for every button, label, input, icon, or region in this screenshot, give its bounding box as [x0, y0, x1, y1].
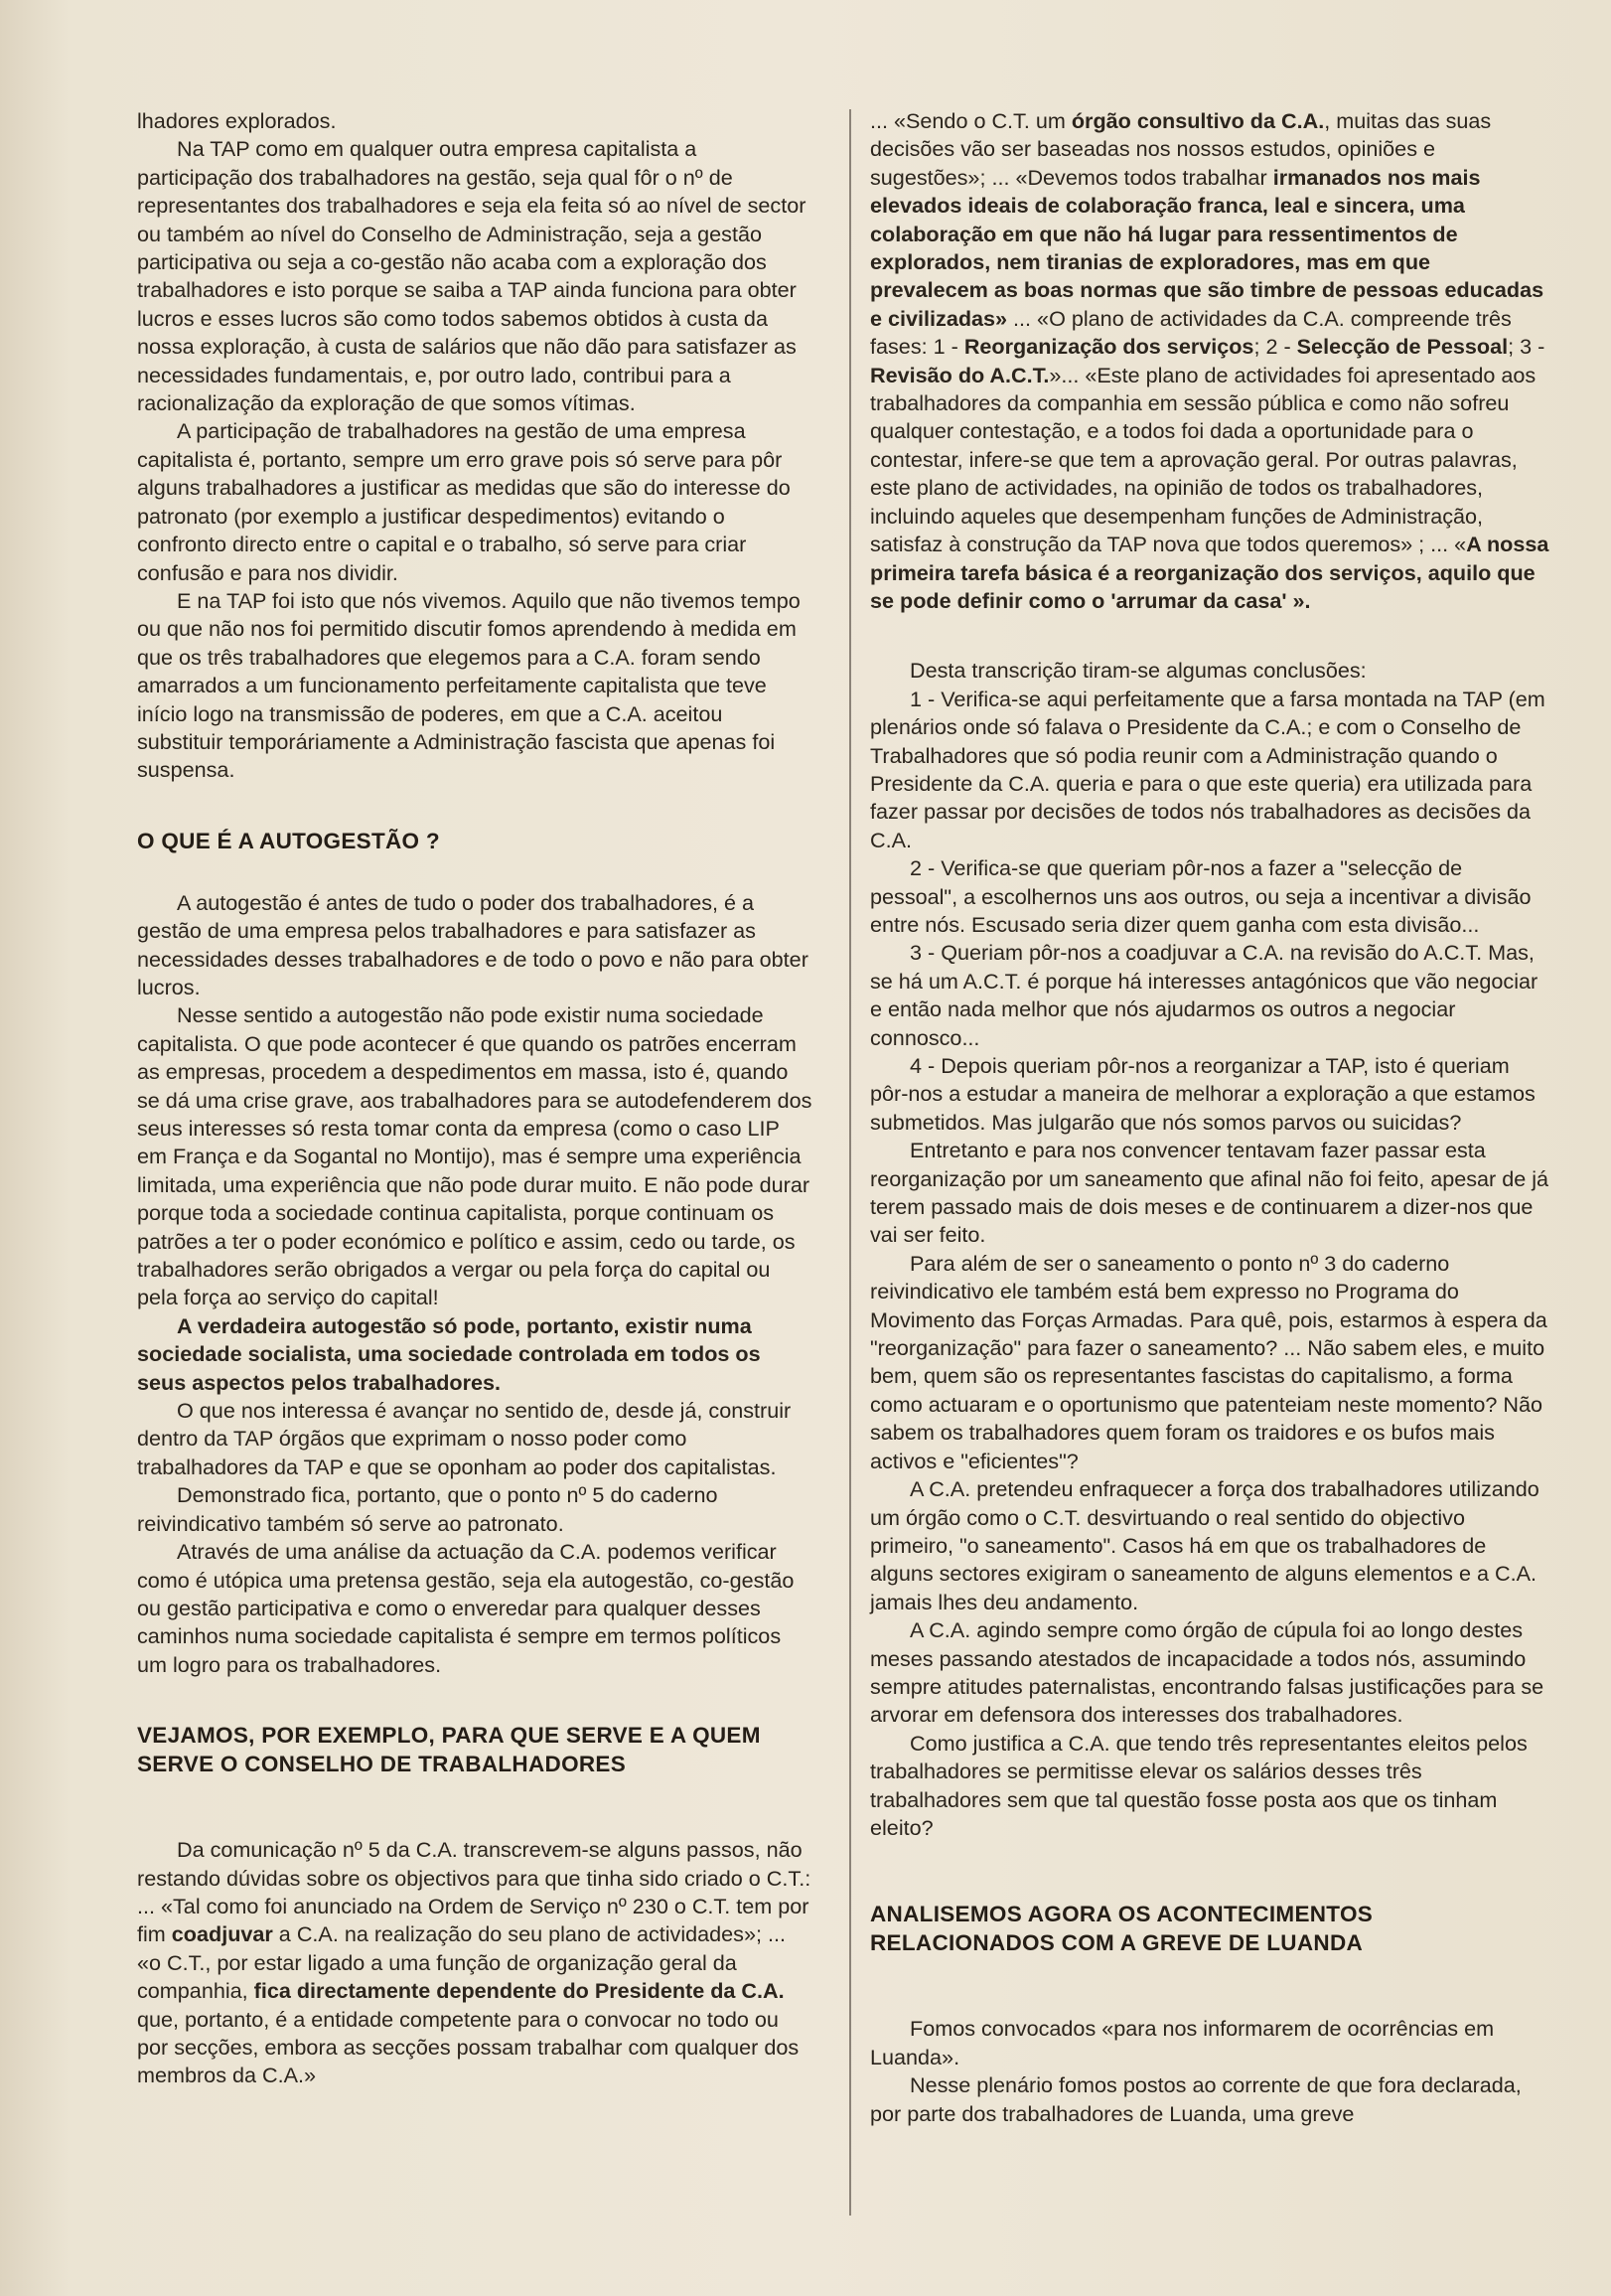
paragraph: Nesse sentido a autogestão não pode existir numa sociedade capitalista. O que pode acontecer é que quando os patrões encerram as empresas, procedem a despedimentos em massa, isto é, quando se dá uma crise grave, aos trabalhadores para se autodefenderem dos seus interesses só resta tomar conta da empresa (como o caso LIP em França e da Sogantal no Montijo), mas é sempre uma experiência limitada, uma experiência que não pode durar muito. E não pode durar porque toda a sociedade continua capitalista, porque continuam os patrões a ter o poder económico e político e assim, cedo ou tarde, os trabalhadores serão obrigados a vergar ou pela força do capital ou pela força ao serviço do capital! [137, 1002, 812, 1310]
section-heading: O QUE É A AUTOGESTÃO ? [137, 828, 440, 853]
paragraph: A C.A. agindo sempre como órgão de cúpula foi ao longo destes meses passando atestados de incapacidade a todos nós, assumindo sempre atitudes paternalistas, encontrando falsas justificações para se arvorar em defensora dos interesses dos trabalhadores. [870, 1617, 1544, 1728]
paragraph: Como justifica a C.A. que tendo três representantes eleitos pelos trabalhadores se permitisse elevar os salários desses três trabalhadores sem que tal questão fosse posta aos que os tinham eleito? [870, 1730, 1528, 1840]
paragraph: Fomos convocados «para nos informarem de ocorrências em Luanda». [870, 2016, 1495, 2069]
paragraph: O que nos interessa é avançar no sentido de, desde já, construir dentro da TAP órgãos que exprimam o nosso poder como trabalhadores da TAP e que se oponham ao poder dos capitalistas. [137, 1398, 792, 1479]
paragraph: Através de uma análise da actuação da C.A. podemos verificar como é utópica uma pretensa gestão, seja ela autogestão, co-gestão ou gestão participativa e como o enveredar para qualquer desses caminhos numa sociedade capitalista é sempre em termos políticos um logro para os trabalhadores. [137, 1539, 795, 1677]
quote-text: ; 3 - [1508, 334, 1545, 360]
paragraph: Para além de ser o saneamento o ponto nº 3 do caderno reivindicativo ele também está bem expresso no Programa do Movimento das Forças Armadas. Para quê, pois, estarmos à espera da "reorganização" para fazer o saneamento? ... Não sabem eles, e muito bem, quem são os representantes fascistas do capitalismo, a forma como actuaram e o oportunismo que patenteiam neste momento? Não sabem os trabalhadores quem foram os traidores e os bufos mais activos e "eficientes"? [870, 1250, 1547, 1473]
quote-bold: fica directamente dependente do Presidente da C.A. [253, 1978, 785, 2004]
paragraph: Demonstrado fica, portanto, que o ponto nº 5 do caderno reivindicativo também só serve ao patronato. [137, 1482, 718, 1536]
quote-bold: Revisão do A.C.T. [870, 362, 1050, 387]
section-heading: ANALISEMOS AGORA OS ACONTECIMENTOS RELACIONADOS COM A GREVE DE LUANDA [870, 1902, 1374, 1956]
paragraph: Desta transcrição tiram-se algumas conclusões: [910, 658, 1367, 684]
quote-bold: irmanados nos mais elevados ideais de colaboração franca, leal e sincera, uma colaboração em que não há lugar para ressentimentos de explorados, nem tiranias de exploradores, mas em que prevalecem as boas normas que são timbre de pessoas educadas e civilizadas» [870, 164, 1544, 331]
paragraph: 4 - Depois queriam pôr-nos a reorganizar a TAP, isto é queriam pôr-nos a estudar a maneira de melhorar a exploração a que estamos submetidos. Mas julgarão que nós somos parvos ou suicidas? [870, 1053, 1536, 1135]
paragraph: Da comunicação nº 5 da C.A. transcrevem-se alguns passos, não restando dúvidas sobre os objectivos para que tinha sido criado o C.T.: [137, 1837, 811, 1891]
quote-text: , muitas das suas decisões vão ser baseadas nos nossos estudos, opiniões e sugestões»; ... «Devemos todos trabalhar [870, 108, 1492, 190]
paragraph: lhadores explorados. [137, 108, 337, 133]
paragraph-bold [137, 1312, 812, 1397]
quote-bold: A nossa primeira tarefa básica é a reorganização dos serviços, aquilo que se pode definir como o 'arrumar da casa' ». [870, 532, 1549, 613]
quote-text: »... «Este plano de actividades foi apresentado aos trabalhadores da companhia em sessão pública e como não sofreu qualquer contestação, e a todos foi dada a oportunidade para o contestar, infere-se que tem a aprovação geral. Por outras palavras, este plano de actividades, na opinião de todos os trabalhadores, incluindo aqueles que desempenham funções de Administração, satisfaz à construção da TAP nova que todos queremos» ; ... « [870, 362, 1537, 557]
right-column [870, 107, 1551, 2128]
quote-bold: Reorganização dos serviços [963, 334, 1254, 360]
quote-bold: órgão consultivo da C.A. [1071, 108, 1325, 133]
quote-text: que, portanto, é a entidade competente para o convocar no todo ou por secções, embora as secções possam trabalhar com qualquer dos membros da C.A.» [137, 2006, 800, 2088]
quote-paragraph [870, 107, 1551, 615]
paragraph: 1 - Verifica-se aqui perfeitamente que a farsa montada na TAP (em plenários onde só falava o Presidente da C.A.; e com o Conselho de Trabalhadores que só podia reunir com a Administração quando o Presidente da C.A. queria e para o que este queria) era utilizada para fazer passar por decisões de todos nós trabalhadores as decisões da C.A. [870, 686, 1545, 852]
column-divider [849, 109, 851, 2216]
paragraph: Na TAP como em qualquer outra empresa capitalista a participação dos trabalhadores na gestão, seja qual fôr o nº de representantes dos trabalhadores e seja ela feita só ao nível de sector ou também ao nível do Conselho de Administração, seja a gestão participativa ou seja a co-gestão não acaba com a exploração dos trabalhadores e isto porque se saiba a TAP ainda funciona para obter lucros e esses lucros são como todos sabemos obtidos à custa da nossa exploração, à custa de salários que não dão para satisfazer as necessidades fundamentais, e, por outro lado, contribui para a racionalização da exploração de que somos vítimas. [137, 136, 806, 416]
paragraph: A C.A. pretendeu enfraquecer a força dos trabalhadores utilizando um órgão como o C.T. desvirtuando o real sentido do objectivo primeiro, "o saneamento". Casos há em que os trabalhadores de alguns sectores exigiram o saneamento de alguns elementos e a C.A. jamais lhes deu andamento. [870, 1476, 1539, 1614]
paragraph: Entretanto e para nos convencer tentavam fazer passar esta reorganização por um saneamento que afinal não foi feito, apesar de já terem passado mais de dois meses e de continuarem a dizer-nos que vai ser feito. [870, 1138, 1549, 1248]
quote-text: ... «O plano de actividades da C.A. compreende três fases: 1 - [870, 305, 1512, 360]
quote-paragraph [137, 1893, 812, 2090]
paragraph: 2 - Verifica-se que queriam pôr-nos a fazer a "selecção de pessoal", a escolhernos uns aos outros, ou seja a incentivar a divisão entre nós. Escusado seria dizer quem ganha com esta divisão... [870, 855, 1532, 937]
quote-text: a C.A. na realização do seu plano de actividades»; ... «o C.T., por estar ligado a uma função de organização geral da companhia, [137, 1921, 786, 2004]
paragraph: 3 - Queriam pôr-nos a coadjuvar a C.A. na revisão do A.C.T. Mas, se há um A.C.T. é porque há interesses antagónicos que vão negociar e então nada melhor que nós ajudarmos os outros a negociar connosco... [870, 940, 1538, 1050]
quote-bold: Selecção de Pessoal [1296, 334, 1509, 360]
quote-text: ... «Sendo o C.T. um [870, 108, 1072, 133]
paragraph: A autogestão é antes de tudo o poder dos trabalhadores, é a gestão de uma empresa pelos trabalhadores e para satisfazer as necessidades desses trabalhadores e de todo o povo e não para obter lucros. [137, 889, 808, 999]
paragraph: A participação de trabalhadores na gestão de uma empresa capitalista é, portanto, sempre um erro grave pois só serve para pôr alguns trabalhadores a justificar as medidas que são do interesse do patronato (por exemplo a justificar despedimentos) evitando o confronto directo entre o capital e o trabalho, só serve para criar confusão e para nos dividir. [137, 418, 791, 585]
paragraph: Nesse plenário fomos postos ao corrente de que fora declarada, por parte dos trabalhadores de Luanda, uma greve [870, 2072, 1522, 2126]
bold-text: A verdadeira autogestão só pode, portanto, existir numa sociedade socialista, uma sociedade controlada em todos os seus aspectos pelos trabalhadores. [137, 1312, 761, 1395]
left-column [137, 107, 812, 2090]
quote-text: ... «Tal como foi anunciado na Ordem de Serviço nº 230 o C.T. tem por fim [137, 1893, 809, 1947]
quote-bold: coadjuvar [171, 1921, 273, 1947]
quote-text: ; 2 - [1253, 334, 1297, 360]
paragraph: E na TAP foi isto que nós vivemos. Aquilo que não tivemos tempo ou que não nos foi permitido discutir fomos aprendendo à medida em que os três trabalhadores que elegemos para a C.A. foram sendo amarrados a um funcionamento perfeitamente capitalista que teve início logo na transmissão de poderes, em que a C.A. aceitou substituir temporáriamente a Administração fascista que apenas foi suspensa. [137, 587, 801, 783]
section-heading: VEJAMOS, POR EXEMPLO, PARA QUE SERVE E A QUEM SERVE O CONSELHO DE TRABALHADORES [137, 1723, 761, 1777]
